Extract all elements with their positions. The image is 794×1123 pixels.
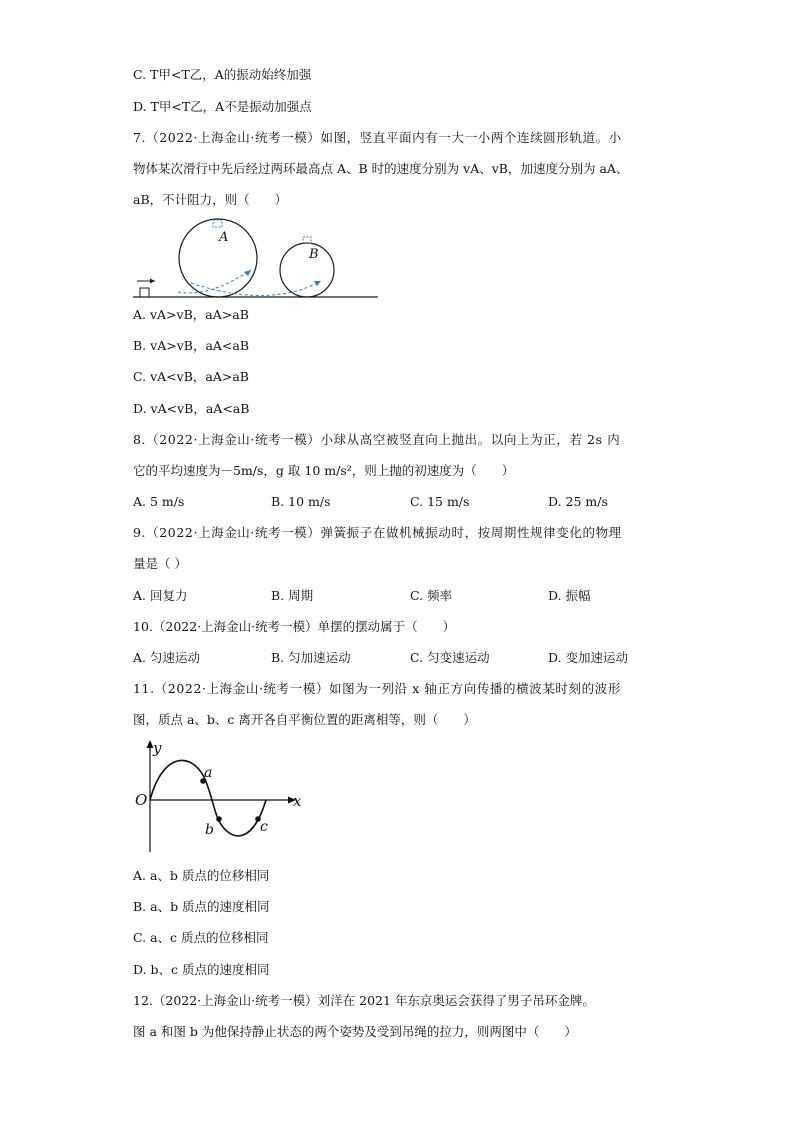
q10-option-a: A. 匀速运动 (133, 650, 200, 665)
q11-option-c: C. a、c 质点的位移相同 (133, 930, 269, 945)
q11-option-d: D. b、c 质点的速度相同 (133, 962, 270, 977)
small-loop (280, 243, 334, 297)
q11-stem-line1: 11.（2022·上海金山·统考一模）如图为一列沿 x 轴正方向传播的横波某时刻的波形 (133, 681, 621, 696)
q9-option-a: A. 回复力 (133, 588, 188, 603)
q9-options (133, 588, 693, 604)
q7-stem-line3: aB，不计阻力，则（ ） (133, 192, 288, 207)
q11-option-b: B. a、b 质点的速度相同 (133, 899, 270, 914)
q11-stem-line2: 图，质点 a、b、c 离开各自平衡位置的距离相等，则（ ） (133, 712, 476, 727)
q9-option-d: D. 振幅 (548, 588, 591, 603)
y-label: y (153, 739, 162, 757)
point-b (216, 816, 222, 822)
q9-option-c: C. 频率 (410, 588, 453, 603)
q8-stem-line1: 8.（2022·上海金山·统考一模）小球从高空被竖直向上抛出。以向上为正，若 2s 内 (133, 432, 621, 447)
q8-options (133, 494, 693, 510)
label-a: A (219, 230, 229, 245)
origin-label: O (135, 791, 148, 809)
x-label: x (293, 792, 302, 810)
q7-option-c: C. vA<vB，aA>aB (133, 369, 249, 384)
label-c: c (260, 819, 268, 835)
label-b: b (205, 822, 214, 838)
block-at-b (303, 237, 311, 243)
q7-stem-line2: 物体某次滑行中先后经过两环最高点 A、B 时的速度分别为 vA、vB，加速度分别为 aA、 (133, 161, 629, 176)
q10-options (133, 650, 693, 666)
q7-option-b: B. vA>vB，aA<aB (133, 338, 250, 353)
label-a: a (204, 765, 213, 781)
large-loop (179, 219, 257, 297)
q8-option-d: D. 25 m/s (548, 494, 608, 509)
block-icon (140, 288, 149, 297)
q8-option-b: B. 10 m/s (271, 494, 331, 509)
q10-option-c: C. 匀变速运动 (410, 650, 490, 665)
q10-option-b: B. 匀加速运动 (271, 650, 351, 665)
q9-stem-line1: 9.（2022·上海金山·统考一模）弹簧振子在做机械振动时，按周期性规律变化的物理 (133, 525, 622, 540)
block-at-a (213, 220, 222, 227)
q8-option-c: C. 15 m/s (410, 494, 470, 509)
q11-wave-figure (133, 737, 308, 855)
q9-option-b: B. 周期 (271, 588, 314, 603)
q12-stem-line1: 12.（2022·上海金山·统考一模）刘洋在 2021 年东京奥运会获得了男子吊环金牌。 (133, 993, 595, 1008)
q10-option-d: D. 变加速运动 (548, 650, 629, 665)
q7-loop-track-figure (133, 212, 383, 304)
q11-option-a: A. a、b 质点的位移相同 (133, 868, 270, 883)
q6-option-d: D. T甲<T乙，A不是振动加强点 (133, 99, 312, 114)
q8-option-a: A. 5 m/s (133, 494, 185, 509)
q10-stem-line1: 10.（2022·上海金山·统考一模）单摆的摆动属于（ ） (133, 619, 456, 634)
q12-stem-line2: 图 a 和图 b 为他保持静止状态的两个姿势及受到吊绳的拉力，则两图中（ ） (133, 1024, 577, 1039)
q9-stem-line2: 量是（ ） (133, 556, 187, 571)
q6-option-c: C. T甲<T乙，A的振动始终加强 (133, 67, 312, 82)
q8-stem-line2: 它的平均速度为－5m/s，g 取 10 m/s²，则上抛的初速度为（ ） (133, 463, 515, 478)
q7-option-a: A. vA>vB，aA>aB (133, 307, 249, 322)
q7-option-d: D. vA<vB，aA<aB (133, 401, 250, 416)
label-b: B (309, 247, 319, 262)
q7-stem-line1: 7.（2022·上海金山·统考一模）如图，竖直平面内有一大一小两个连续圆形轨道。小 (133, 130, 622, 145)
